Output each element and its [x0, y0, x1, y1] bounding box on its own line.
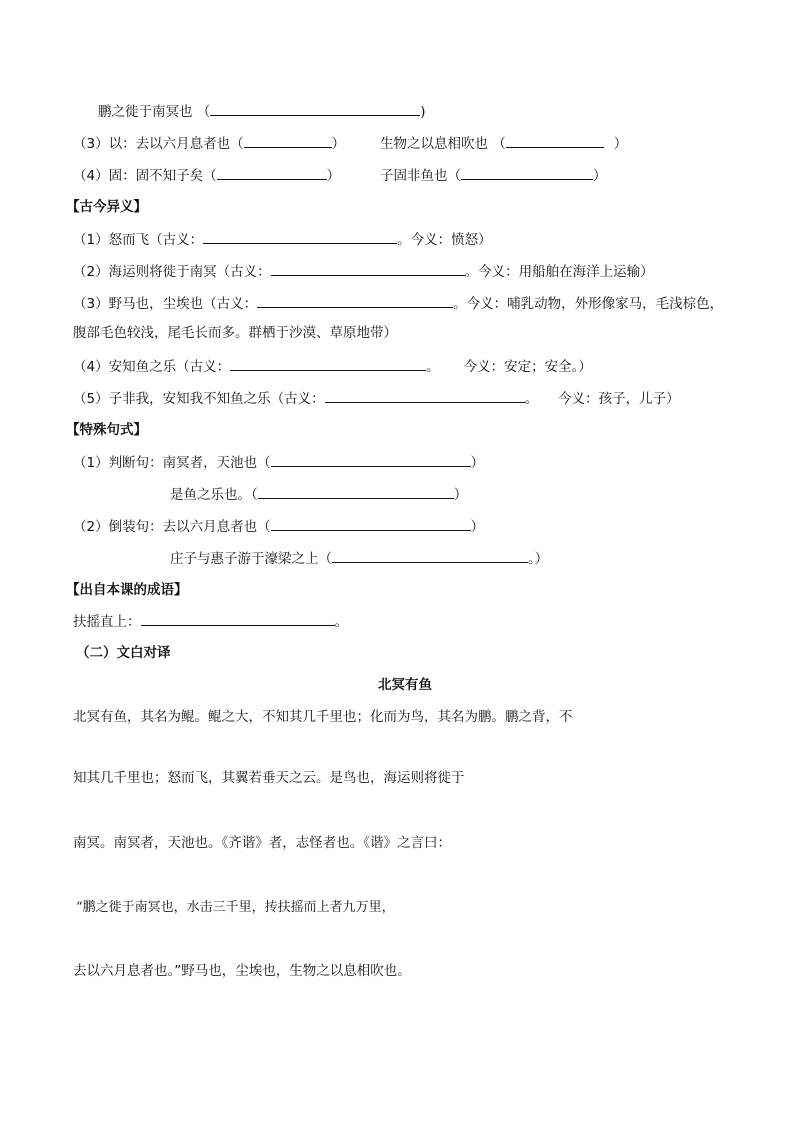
- answer-blank[interactable]: [257, 293, 453, 308]
- close-paren: ）: [326, 168, 341, 184]
- prompt-text: （2）海运则将徙于南冥（古义：: [73, 264, 271, 280]
- prompt-text: 子固非鱼也（: [380, 168, 461, 184]
- section-heading-idiom: 【出自本课的成语】: [66, 582, 188, 598]
- blank-line-3: [73, 165, 340, 186]
- close-paren: ）: [470, 519, 485, 535]
- close-paren: ）: [613, 136, 628, 152]
- answer-blank[interactable]: [230, 356, 426, 371]
- prompt-text: （4）固：固不知子矣（: [73, 168, 217, 184]
- close-paren: ）: [593, 168, 607, 184]
- period: 。: [334, 614, 348, 630]
- passage-line-3: 南冥。南冥者，天池也。《齐谐》者，志怪者也。《谐》之言曰：: [73, 835, 451, 851]
- gujin-line-2: [73, 261, 654, 282]
- section-heading-sentence: 【特殊句式】: [66, 422, 147, 438]
- gujin-line-3: [73, 293, 723, 314]
- prompt-text: 庄子与惠子游于濠梁之上（: [170, 551, 332, 567]
- meaning-text: 今义：安定；安全。）: [463, 359, 592, 375]
- prompt-text: （2）倒装句：去以六月息者也（: [73, 519, 271, 535]
- answer-blank[interactable]: [271, 452, 471, 467]
- prompt-text: 是鱼之乐也。（: [170, 487, 258, 503]
- gujin-line-3-cont: 腹部毛色较浅，尾毛长而多。群栖于沙漠、草原地带）: [73, 325, 397, 341]
- answer-blank[interactable]: [332, 548, 528, 563]
- sentence-line-3: [73, 516, 484, 537]
- answer-blank[interactable]: [258, 484, 454, 499]
- answer-blank[interactable]: [217, 165, 327, 180]
- gujin-line-1: [73, 229, 492, 250]
- answer-blank[interactable]: [506, 133, 604, 148]
- meaning-text: 。今义：用船舶在海洋上运输）: [464, 264, 654, 280]
- gujin-line-4: [73, 356, 592, 377]
- answer-blank[interactable]: [210, 101, 420, 116]
- answer-blank[interactable]: [325, 388, 525, 403]
- prompt-text: 生物之以息相吹也 （: [380, 136, 506, 152]
- prompt-text: （1）判断句：南冥者，天池也（: [73, 455, 271, 471]
- meaning-text: 。今义：哺乳动物，外形像家马，毛浅棕色，: [453, 296, 724, 312]
- prompt-text: （3）野马也，尘埃也（古义：: [73, 296, 258, 312]
- answer-blank[interactable]: [461, 165, 593, 180]
- period: 。: [524, 391, 539, 407]
- answer-blank[interactable]: [244, 133, 332, 148]
- prompt-text: 扶摇直上：: [73, 614, 141, 630]
- meaning-text: 。今义：愤怒）: [397, 232, 492, 248]
- idiom-line-1: [73, 611, 348, 632]
- close-paren: 。）: [528, 551, 549, 567]
- blank-line-2: [73, 133, 345, 154]
- section-heading-translation: （二）文白对译: [76, 645, 171, 661]
- prompt-text: （3）以：去以六月息者也（: [73, 136, 244, 152]
- period: 。: [426, 359, 440, 375]
- section-heading-gujin: 【古今异义】: [66, 199, 147, 215]
- prompt-text: 鹏之徙于南冥也 （: [98, 104, 211, 120]
- passage-title: 北冥有鱼: [378, 677, 432, 693]
- sentence-line-2: [170, 484, 467, 505]
- answer-blank[interactable]: [271, 261, 465, 276]
- close-paren: ）: [331, 136, 346, 152]
- prompt-text: （5）子非我，安知我不知鱼之乐（古义：: [73, 391, 325, 407]
- passage-line-2: 知其几千里也；怒而飞，其翼若垂天之云。是鸟也，海运则将徙于: [73, 770, 465, 786]
- answer-blank[interactable]: [203, 229, 397, 244]
- passage-line-5: 去以六月息者也。”野马也，尘埃也，生物之以息相吹也。: [73, 963, 411, 979]
- meaning-text: 今义：孩子，儿子）: [558, 391, 680, 407]
- passage-line-4: “鹏之徙于南冥也，水击三千里，抟扶摇而上者九万里，: [76, 900, 395, 915]
- sentence-line-4: [170, 548, 548, 569]
- close-paren: ）: [453, 487, 468, 503]
- prompt-text: （4）安知鱼之乐（古义：: [73, 359, 231, 375]
- answer-blank[interactable]: [271, 516, 471, 531]
- gujin-line-5: [73, 388, 680, 409]
- blank-line-1: [98, 101, 426, 122]
- blank-line-3b: [380, 165, 607, 186]
- close-paren: ): [420, 104, 426, 120]
- blank-line-2b: [380, 133, 627, 154]
- prompt-text: （1）怒而飞（古义：: [73, 232, 204, 248]
- close-paren: ）: [470, 455, 485, 471]
- sentence-line-1: [73, 452, 484, 473]
- answer-blank[interactable]: [141, 611, 335, 626]
- passage-line-1: 北冥有鱼，其名为鲲。鲲之大，不知其几千里也；化而为鸟，其名为鹏。鹏之背，不: [73, 709, 573, 725]
